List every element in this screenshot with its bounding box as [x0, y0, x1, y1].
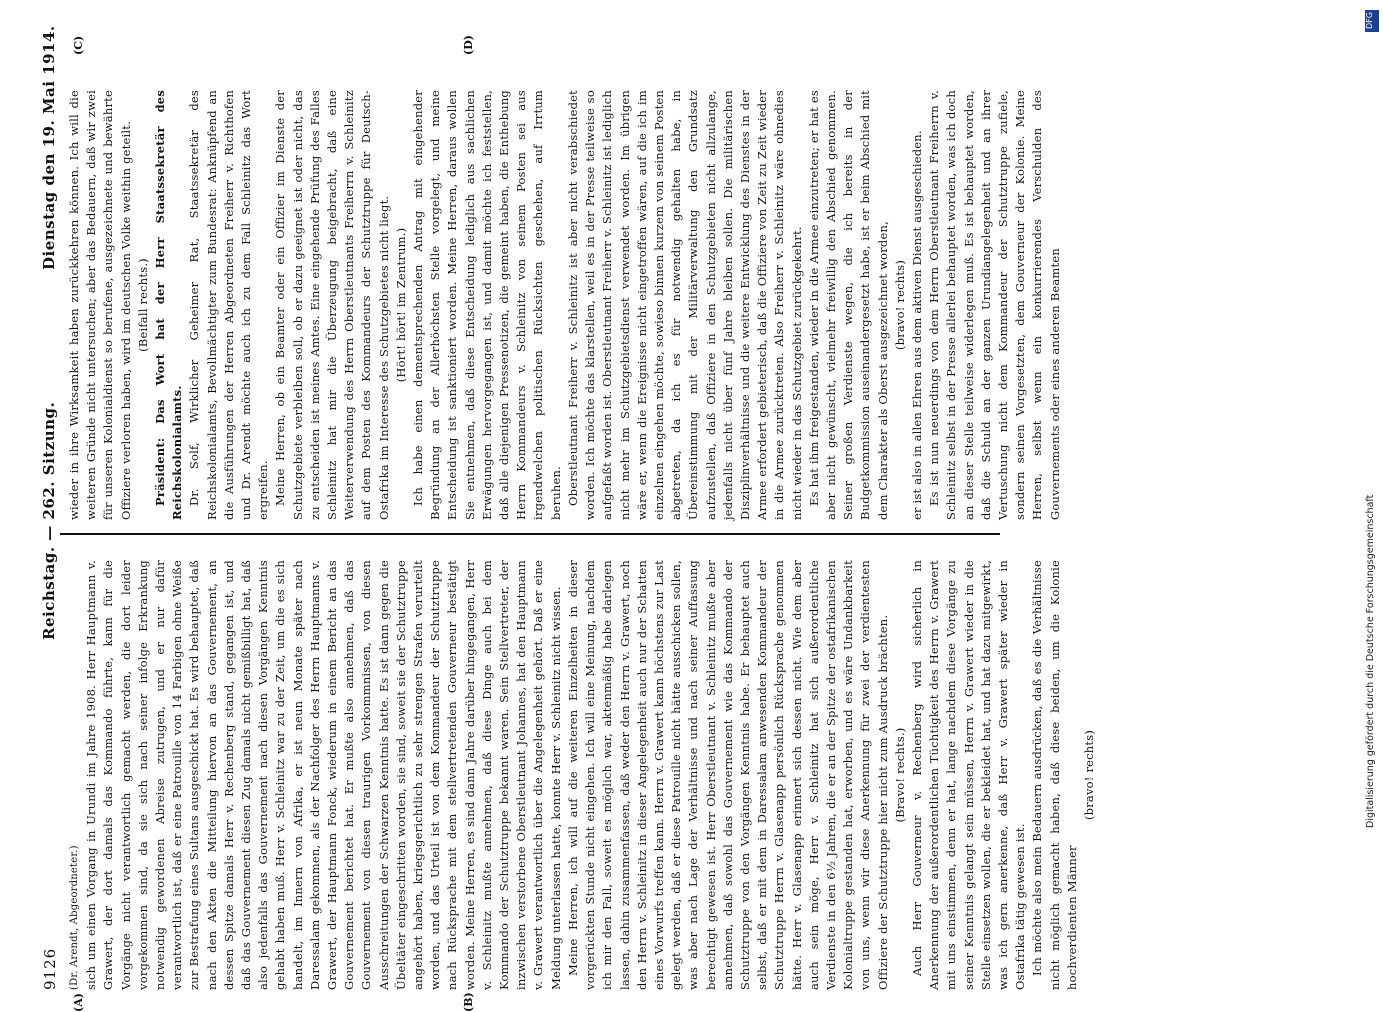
- left-column: [66, 560, 1096, 990]
- paragraph: Oberstleutnant Freiherr v. Schleinitz ist aber nicht verabschiedet worden. Ich möchte das klarstellen, weil es in der Presse teilweise so aufgefaßt worden ist. Oberstleutnant Freiherr v. Schleinitz ist lediglich nicht mehr im Schutzgebietsdienst verwendet worden. Im übrigen wäre er, wenn die Ereignisse nicht eingetroffen wären, auf die ich im einzelnen eingehen möchte, sowieso binnen kurzem von seinem Posten abgetreten, da ich es für notwendig gehalten habe, in Übereinstimmung mit der Militärverwaltung den Grundsatz aufzustellen, daß Offiziere in den Schutzgebieten nicht allzulange, jedenfalls nicht über fünf Jahre bleiben sollen. Die militärischen Disziplinverhältnisse und die weitere Entwicklung des Dienstes in der Armee erfordert gebieterisch, daß die Offiziere von Zeit zu Zeit wieder in die Armee zurücktreten. Also Freiherr v. Schleinitz wäre ohnedies nicht wieder in das Schutzgebiet zurückgekehrt.: [565, 90, 804, 520]
- speaker-note: (Dr. Arendt, Abgeordneter.): [69, 845, 80, 990]
- paragraph: Meine Herren, ich will auf die weiteren Einzelheiten in dieser vorgerückten Stunde nicht eingehen. Ich will eine Meinung, nachdem ich mir den Fall, soweit es möglich war, aktenmäßig habe darlegen lassen, dahin zusammenfassen, daß weder den Herrn v. Grawert, noch den Herrn v. Schleinitz in dieser Angelegenheit auch nur der Schatten eines Vorwurfs treffen kann. Herrn v. Grawert kann höchstens zur Last gelegt werden, daß er diese Patrouille nicht hätte ausschicken sollen, was aber nach Lage der Verhältnisse und nach seiner Auffassung berechtigt gewesen ist. Herr Oberstleutnant v. Schleinitz mußte aber annehmen, daß sowohl das Gouvernement wie das Kommando der Schutztruppe von den Vorgängen Kenntnis habe. Er behauptet auch selbst, daß er mit dem in Daressalam anwesenden Kommandeur der Schutztruppe Herrn v. Glasenapp persönlich Rücksprache genommen hätte. Herr v. Glasenapp erinnert sich dessen nicht. Wie dem aber auch sein möge, Herr v. Schleinitz hat sich außerordentliche Verdienste in den 6½ Jahren, die er an der Spitze der ostafrikanischen Kolonialtruppe gestanden hat, erworben, und es wäre Undankbarkeit von uns, wenn wir diese Anerkennung für zwei der verdientesten Offiziere der Schutztruppe hier nicht zum Ausdruck brächten.: [565, 560, 890, 990]
- margin-mark-d: (D): [462, 35, 475, 55]
- margin-mark-a: (A): [72, 993, 85, 1012]
- interjection: (bravo! rechts): [892, 259, 907, 351]
- paragraph: er ist also in allen Ehren aus dem aktiven Dienst ausgeschieden.: [909, 130, 924, 520]
- page-header: [40, 10, 68, 990]
- credit-text: Digitalisierung gefördert durch die Deutsche Forschungsgemeinschaft: [1365, 494, 1376, 828]
- margin-mark-b: (B): [462, 992, 475, 1012]
- running-title-right: Dienstag den 19. Mai 1914.: [40, 25, 58, 270]
- paragraph: Es ist nun neuerdings von dem Herrn Oberstleutnant Freiherrn v. Schleinitz selbst in der Presse allerlei behauptet worden, was ich doch an dieser Stelle teilweise widerlegen muß. Es ist behauptet worden, daß die Schuld an der ganzen Urundiangelegenheit und an ihrer Vertuschung nicht dem Kommandeur der Schutztruppe zufiele, sondern seinen Vorgesetzten, dem Gouverneur der Kolonie. Meine Herren, selbst wenn ein konkurrierendes Verschulden des Gouvernements oder eines anderen Beamten: [927, 90, 1062, 520]
- paragraph: Meine Herren, ob ein Beamter oder ein Offizier im Dienste der Schutzgebiete verbleiben soll, ob er dazu geeignet ist oder nicht, das zu entscheiden ist meines Amtes. Eine eingehende Prüfung des Falles Schleinitz hat mir die Überzeugung beigebracht, daß eine Weiterverwendung des Herrn Oberstleutnants Freiherrn v. Schleinitz auf dem Posten des Kommandeurs der Schutztruppe für Deutsch-Ostafrika im Interesse des Schutzgebietes nicht liegt.: [273, 90, 391, 520]
- paragraph: sich um einen Vorgang in Urundi im Jahre 1908. Herr Hauptmann v. Grawert, der dort damals das Kommando führte, kann für die Vorgänge nicht verantwortlich gemacht werden, die dort leider vorgekommen sind, da sie sich nach seiner infolge Erkrankung notwendig gewordenen Abreise zutrugen, und er nur dafür verantwortlich ist, daß er eine Patrouille von 14 Farbigen ohne Weiße zur Bestrafung eines Sultans ausgeschickt hat. Es wird behauptet, daß nach den Akten die Mitteilung hiervon an das Gouvernement, an dessen Spitze damals Herr v. Rechenberg stand, gegangen ist, und daß das Gouvernement diesen Zug damals nicht gemißbilligt hat, daß also jedenfalls das Gouvernement nach diesen Vorgängen Kenntnis gehabt haben muß. Herr v. Schleinitz war zu der Zeit, um die es sich handelt, im Innern von Afrika, er ist neun Monate später nach Daressalam gekommen, als der Nachfolger des Herrn Hauptmanns v. Grawert, der Hauptmann Fonck, wiederum in einem Bericht an das Gouvernement berichtet hat. Er mußte also annehmen, daß das Gouvernement von diesen traurigen Vorkommnissen, von diesen Ausschreitungen der Schwarzen Kenntnis hatte. Es ist dann gegen die Übeltäter eingeschritten worden, sie sind, soweit sie der Schutztruppe angehört haben, kriegsgerichtlich zu sehr strengen Strafen verurteilt worden, und das Urteil ist von dem Kommandeur der Schutztruppe nach Rücksprache mit dem stellvertretenden Gouverneur bestätigt worden. Meine Herren, es sind dann Jahre darüber hingegangen, Herr v. Schleinitz mußte annehmen, daß diese Dinge auch bei dem Kommando der Schutztruppe bekannt waren. Sein Stellvertreter, der inzwischen verstorbene Oberstleutnant Johannes, hat den Hauptmann v. Grawert verantwortlich über die Angelegenheit gehört. Daß er eine Meldung unterlassen hatte, konnte Herr v. Schleinitz nicht wissen.: [84, 560, 563, 990]
- page-number: 9126: [41, 947, 59, 990]
- paragraph: wieder in ihre Wirksamkeit haben zurückkehren können. Ich will die weiteren Gründe nicht untersuchen; aber das Bedauern, daß wir zwei für unseren Kolonialdienst so berufene, ausgezeichnete und bewährte Offiziere verloren haben, wird im deutschen Volke weithin geteilt.: [67, 90, 133, 520]
- president-line: Präsident: Das Wort hat der Herr Staatssekretär des Reichskolonialamts.: [153, 90, 185, 520]
- interjection: (Beifall rechts.): [135, 258, 150, 352]
- paragraph: Auch Herr Gouverneur v. Rechenberg wird sicherlich in Anerkennung der außerordentlichen Tüchtigkeit des Herrn v. Grawert mit uns einstimmen, denn er hat, lange nachdem diese Vorgänge zu seiner Kenntnis gelangt sein müssen, Herrn v. Grawert wieder in die Stelle einsetzen wollen, die er bekleidet hat, und hat dazu mitgewirkt, was ich gern anerkenne, daß Herr v. Grawert später wieder in Ostafrika tätig gewesen ist.: [909, 560, 1028, 990]
- margin-mark-c: (C): [72, 35, 85, 55]
- running-title-left: Reichstag. — 262. Sitzung.: [40, 401, 58, 640]
- interjection: (Bravo! rechts.): [892, 727, 907, 823]
- paragraph: Ich möchte also mein Bedauern ausdrücken, daß es die Verhältnisse nicht möglich gemacht haben, daß diese beiden, um die Kolonie hochverdienten Männer: [1030, 560, 1079, 990]
- rotated-page: [40, 10, 1300, 1012]
- right-column: [66, 90, 1062, 520]
- digitization-credit: [1365, 10, 1379, 830]
- interjection: (bravo! rechts): [1081, 729, 1096, 821]
- paragraph: Es hat ihm freigestanden, wieder in die Armee einzutreten; er hat es aber nicht gewünscht, vielmehr freiwillig den Abschied genommen. Seiner großen Verdienste wegen, die ich bereits in der Budgetkommission auseinandergesetzt habe, ist er beim Abschied mit dem Charakter als Oberst ausgezeichnet worden,: [806, 90, 890, 520]
- paragraph: Ich habe einen dementsprechenden Antrag mit eingehender Begründung an der Allerhöchsten Stelle vorgelegt, und meine Entscheidung ist sanktioniert worden. Meine Herren, daraus wollen Sie entnehmen, daß diese Entscheidung lediglich aus sachlichen Erwägungen hervorgegangen ist, und damit möchte ich feststellen, daß alle diejenigen Pressenotizen, die gemeint haben, die Enthebung Herrn Kommandeurs v. Schleinitz von seinem Posten sei aus irgendwelchen politischen Rücksichten geschehen, auf Irrtum beruhen.: [411, 90, 563, 520]
- interjection: (Hört! hört! im Zentrum.): [393, 227, 408, 383]
- dfg-logo: DFG: [1365, 10, 1379, 32]
- column-divider: [60, 533, 1000, 535]
- paragraph: Dr. Solf, Wirklicher Geheimer Rat, Staatssekretär des Reichskolonialamts, Bevollmächtigter zum Bundesrat: Anknüpfend an die Ausführungen der Herren Abgeordneten Freiherr v. Richthofen und Dr. Arendt möchte auch ich zu dem Fall Schleinitz das Wort ergreifen.: [187, 90, 271, 520]
